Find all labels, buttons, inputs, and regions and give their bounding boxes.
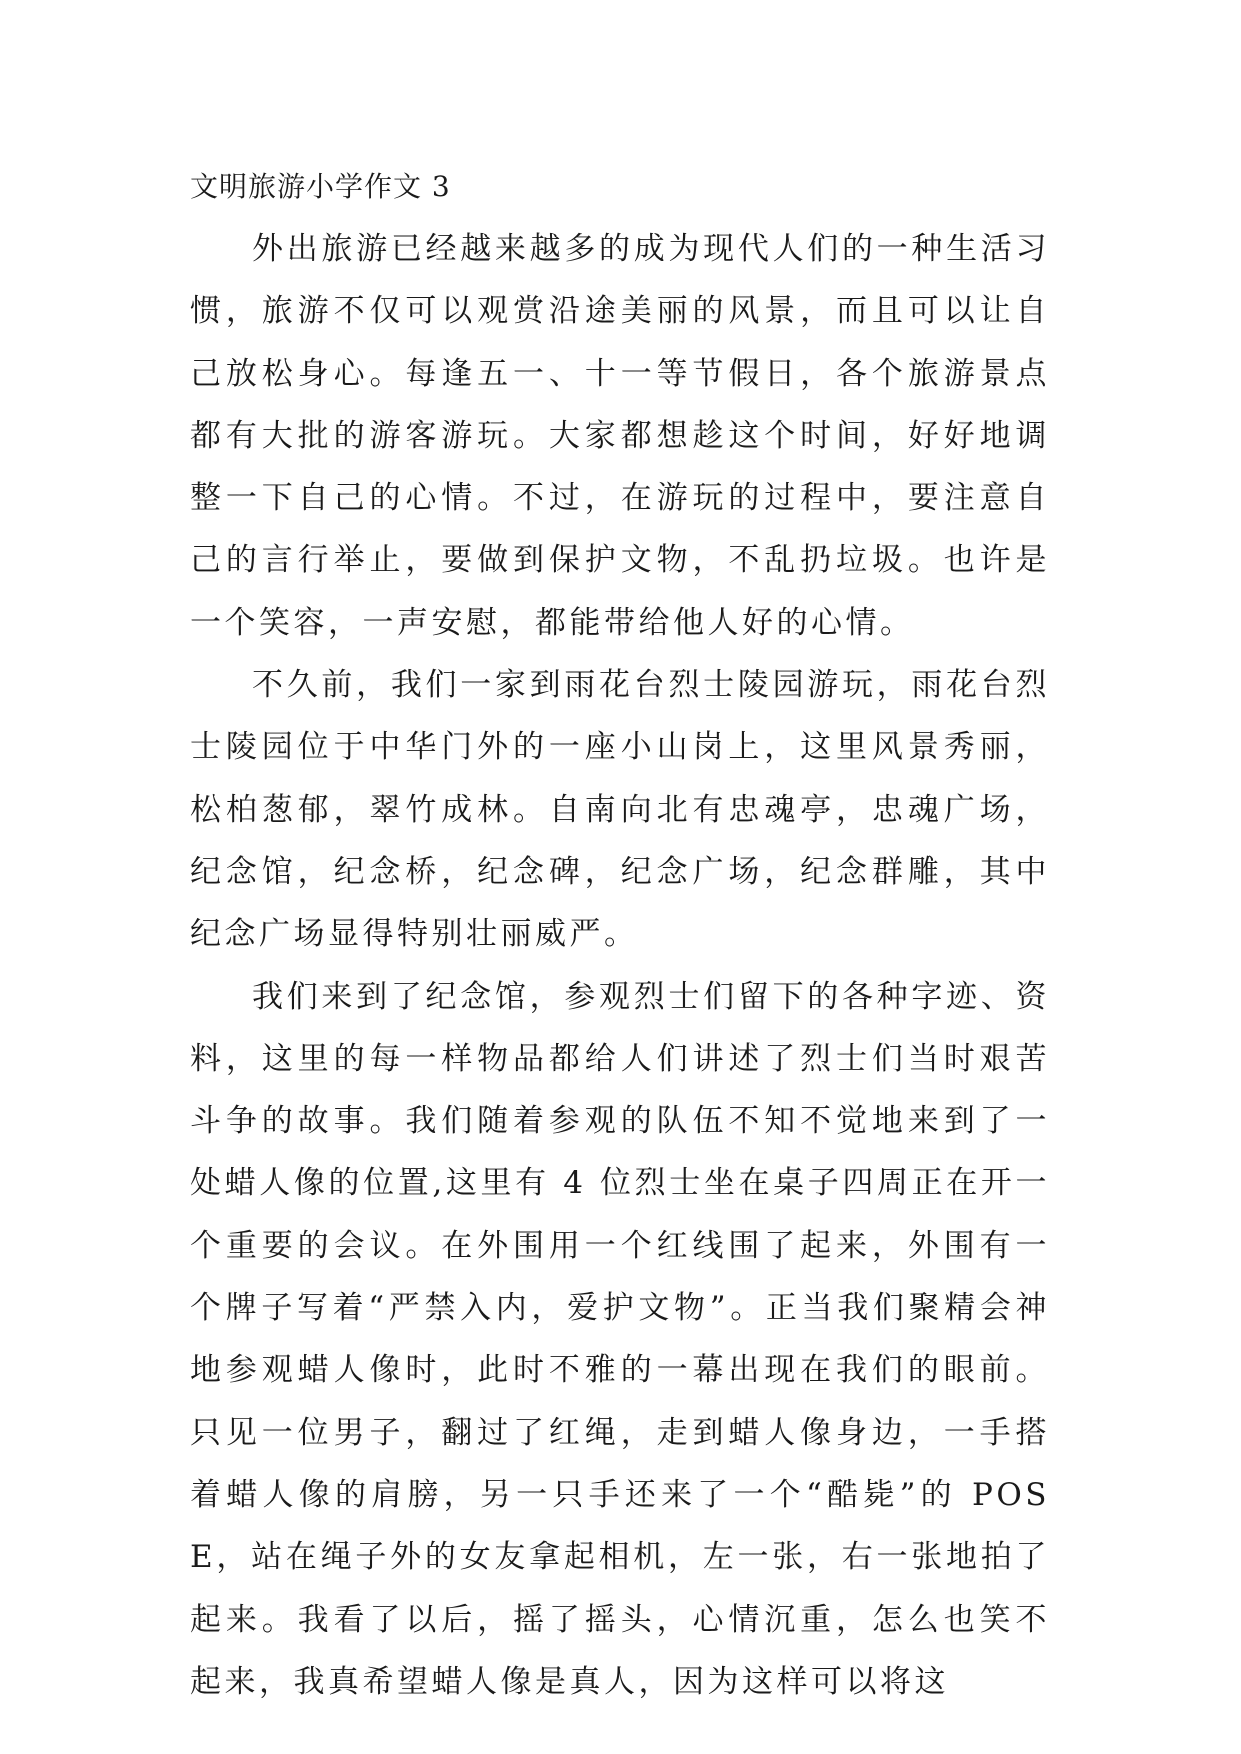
paragraph-2: 不久前，我们一家到雨花台烈士陵园游玩，雨花台烈士陵园位于中华门外的一座小山岗上，这里风景秀丽，松柏葱郁，翠竹成林。自南向北有忠魂亭，忠魂广场，纪念馆，纪念桥，纪念碑，纪念广场，纪念群雕，其中纪念广场显得特别壮丽威严。 — [190, 667, 1050, 953]
paragraph-3: 我们来到了纪念馆，参观烈士们留下的各种字迹、资料，这里的每一样物品都给人们讲述了烈士们当时艰苦斗争的故事。我们随着参观的队伍不知不觉地来到了一处蜡人像的位置,这里有 4 位烈士坐在桌子四周正在开一个重要的会议。在外围用一个红线围了起来，外围有一个牌子写着“严禁入内，爱护文物”。正当我们聚精会神地参观蜡人像时，此时不雅的一幕出现在我们的眼前。只见一位男子，翻过了红绳，走到蜡人像身边，一手搭着蜡人像的肩膀，另一只手还来了一个“酷毙”的 POSE，站在绳子外的女友拿起相机，左一张，右一张地拍了起来。我看了以后，摇了摇头，心情沉重，怎么也笑不起来，我真希望蜡人像是真人，因为这样可以将这 — [190, 978, 1050, 1700]
document-body — [190, 218, 1050, 1713]
paragraph-1: 外出旅游已经越来越多的成为现代人们的一种生活习惯，旅游不仅可以观赏沿途美丽的风景，而且可以让自己放松身心。每逢五一、十一等节假日，各个旅游景点都有大批的游客游玩。大家都想趁这个时间，好好地调整一下自己的心情。不过，在游玩的过程中，要注意自己的言行举止，要做到保护文物，不乱扔垃圾。也许是一个笑容，一声安慰，都能带给他人好的心情。 — [190, 231, 1050, 641]
document-title: 文明旅游小学作文 3 — [190, 170, 451, 203]
